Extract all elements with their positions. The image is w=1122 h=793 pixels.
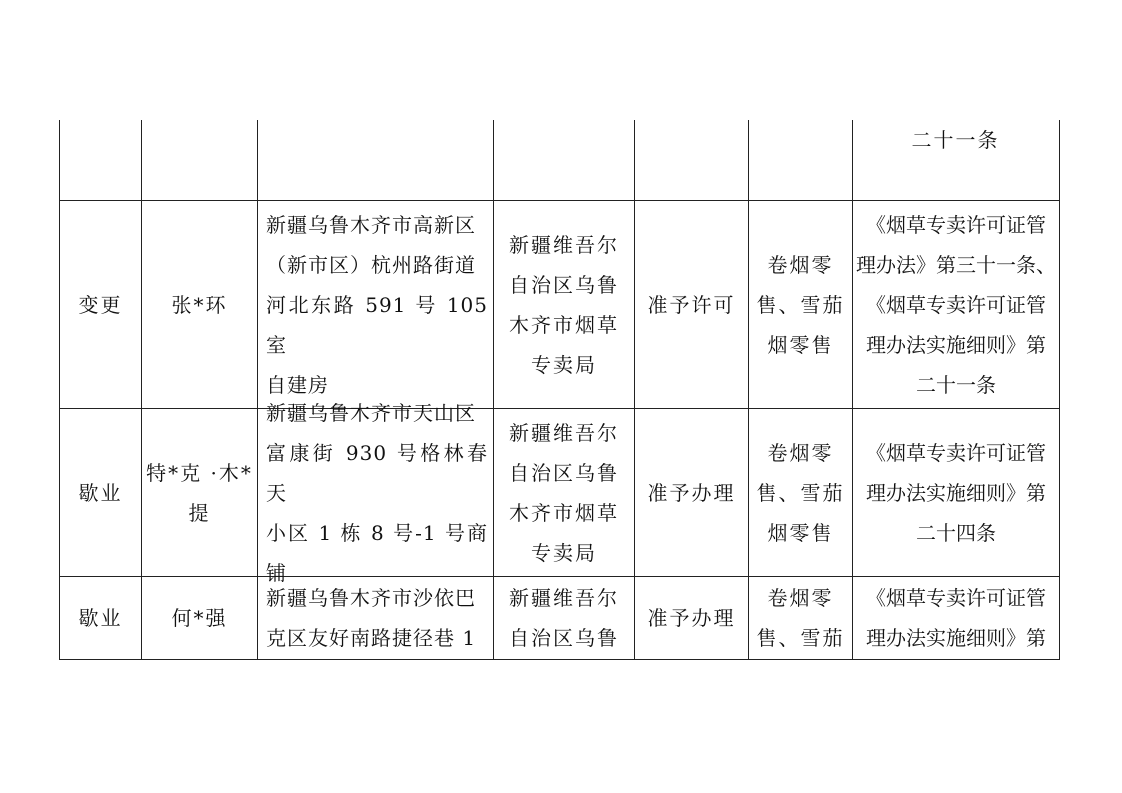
cell-authority: 新疆维吾尔 自治区乌鲁 木齐市烟草 专卖局 <box>509 420 619 565</box>
cell-name: 特*克 ·木* 提 <box>146 460 253 525</box>
cell-decision: 准予办理 <box>647 480 736 505</box>
cell-type: 变更 <box>78 292 123 317</box>
cell-decision: 准予办理 <box>647 606 736 630</box>
cell-scope: 卷烟零 售、雪茄 烟零售 <box>756 252 845 357</box>
cell-type: 歇业 <box>78 480 123 505</box>
cell-basis: 二十一条 <box>911 128 1000 152</box>
cell-basis: 《烟草专卖许可证管 理办法实施细则》第 二十四条 <box>866 440 1046 545</box>
cell-decision: 准予许可 <box>647 292 736 317</box>
cell-authority: 新疆维吾尔 自治区乌鲁 木齐市烟草 专卖局 <box>509 232 619 377</box>
table-border-bottom <box>59 659 1060 660</box>
table-border-right <box>1059 120 1060 660</box>
cell-type: 歇业 <box>78 606 123 630</box>
table-row <box>852 120 1059 160</box>
cell-address: 新疆乌鲁木齐市沙依巴 克区友好南路捷径巷 1 <box>266 586 477 650</box>
cell-basis: 《烟草专卖许可证管 理办法》第三十一条、 《烟草专卖许可证管 理办法实施细则》第 二十一条 <box>856 212 1056 397</box>
cell-authority: 新疆维吾尔 自治区乌鲁 <box>509 586 619 650</box>
cell-address: 新疆乌鲁木齐市高新区 （新市区）杭州路街道 河北东路 591 号 105 室 自建房 <box>266 212 488 397</box>
cell-name: 何*强 <box>171 606 228 630</box>
cell-name: 张*环 <box>171 292 228 317</box>
cell-basis: 《烟草专卖许可证管 理办法实施细则》第 <box>866 586 1046 650</box>
cell-scope: 卷烟零 售、雪茄 <box>756 586 845 650</box>
cell-scope: 卷烟零 售、雪茄 烟零售 <box>756 440 845 545</box>
column-divider <box>257 120 258 660</box>
cell-address: 新疆乌鲁木齐市天山区 富康街 930 号格林春天 小区 1 栋 8 号-1 号商铺 <box>266 400 488 585</box>
